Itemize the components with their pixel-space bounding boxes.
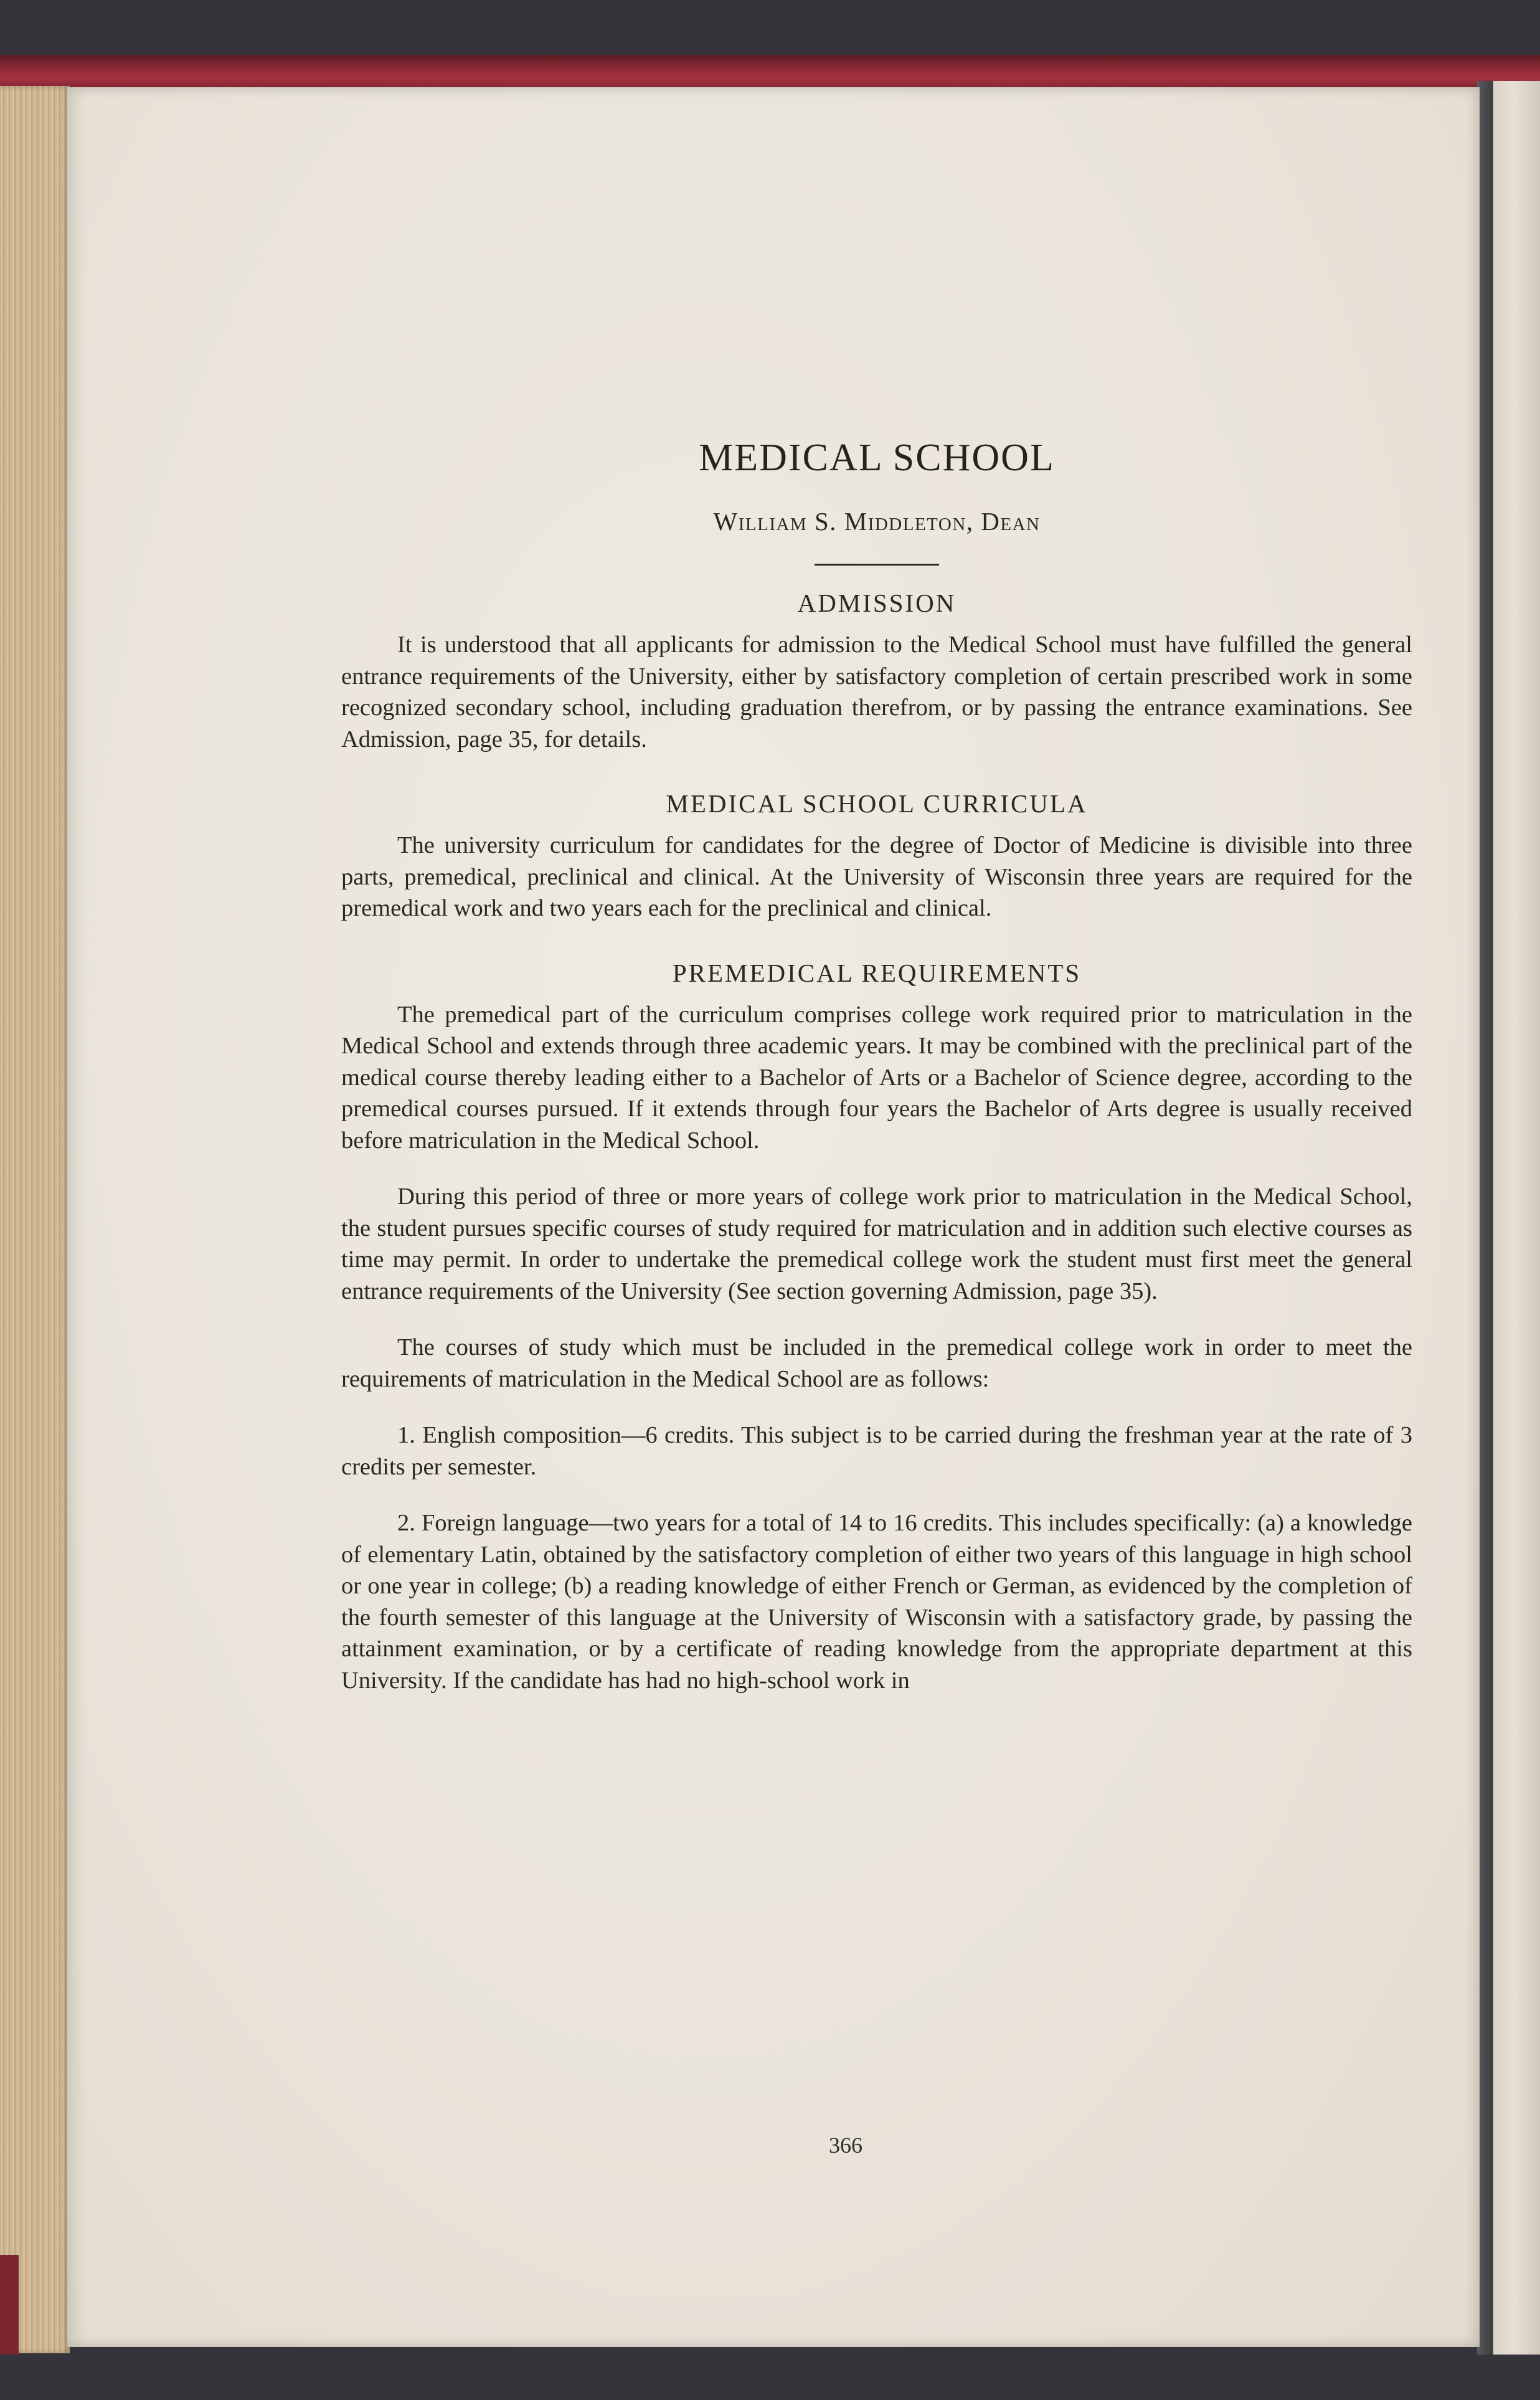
paragraph-admission: It is understood that all applicants for admission to the Medical School must have fulfilled the general entrance requirements of the University, either by satisfactory completion of certain prescribed work in some recognized secondary school, including graduation therefrom, or by passing the entrance examinations. See Admission, page 35, for details. [341, 632, 1412, 752]
page-number: 366 [829, 2133, 862, 2158]
page-edges [0, 86, 70, 2353]
paragraph-premedical-1: The premedical part of the curriculum comprises college work required prior to matriculation in the Medical School and extends through three academic years. It may be combined with the preclinical part of the medical course thereby leading either to a Bachelor of Arts or a Bachelor of Science degree, according to the premedical courses pursued. If it extends through four years the Bachelor of Arts degree is usually received before matriculation in the Medical School. [341, 1001, 1412, 1154]
list-item-foreign-language: 2. Foreign language—two years for a total of 14 to 16 credits. This includes specifically: (a) a knowledge of elementary Latin, obtained by the satisfactory completion of either two years of this language in high school or one year in college; (b) a reading knowledge of either French or German, as evidenced by the completion of the fourth semester of this language at the University of Wisconsin with a satisfactory grade, by passing the attainment examination, or by a certificate of reading knowledge from the appropriate department at this University. If the candidate has had no high-school work in [341, 1510, 1412, 1694]
paragraph-premedical-3: The courses of study which must be included in the premedical college work in order to meet the requirements of matriculation in the Medical School are as follows: [341, 1334, 1412, 1392]
section-heading-premedical: PREMEDICAL REQUIREMENTS [672, 958, 1082, 987]
page-content [341, 436, 1412, 1696]
paragraph-curricula: The university curriculum for candidates for the degree of Doctor of Medicine is divisible into three parts, premedical, preclinical and clinical. At the University of Wisconsin three years are required for the premedical work and two years each for the preclinical and clinical. [341, 832, 1412, 921]
dean-line: William S. Middleton, Dean [713, 507, 1041, 536]
section-heading-admission: ADMISSION [797, 589, 957, 617]
page-title: MEDICAL SCHOOL [699, 437, 1055, 479]
paragraph-premedical-2: During this period of three or more years of college work prior to matriculation in the Medical School, the student pursues specific courses of study required for matriculation and in addition such elective courses as time may permit. In order to undertake the premedical college work the student must first meet the general entrance requirements of the University (See section governing Admission, page 35). [341, 1183, 1412, 1304]
section-heading-curricula: MEDICAL SCHOOL CURRICULA [666, 789, 1088, 818]
facing-page-edge [1477, 81, 1540, 2355]
list-item-english: 1. English composition—6 credits. This subject is to be carried during the freshman year at the rate of 3 credits per semester. [341, 1422, 1412, 1480]
cover-corner [0, 2255, 19, 2355]
title-divider [815, 564, 939, 566]
book-page [67, 87, 1480, 2347]
